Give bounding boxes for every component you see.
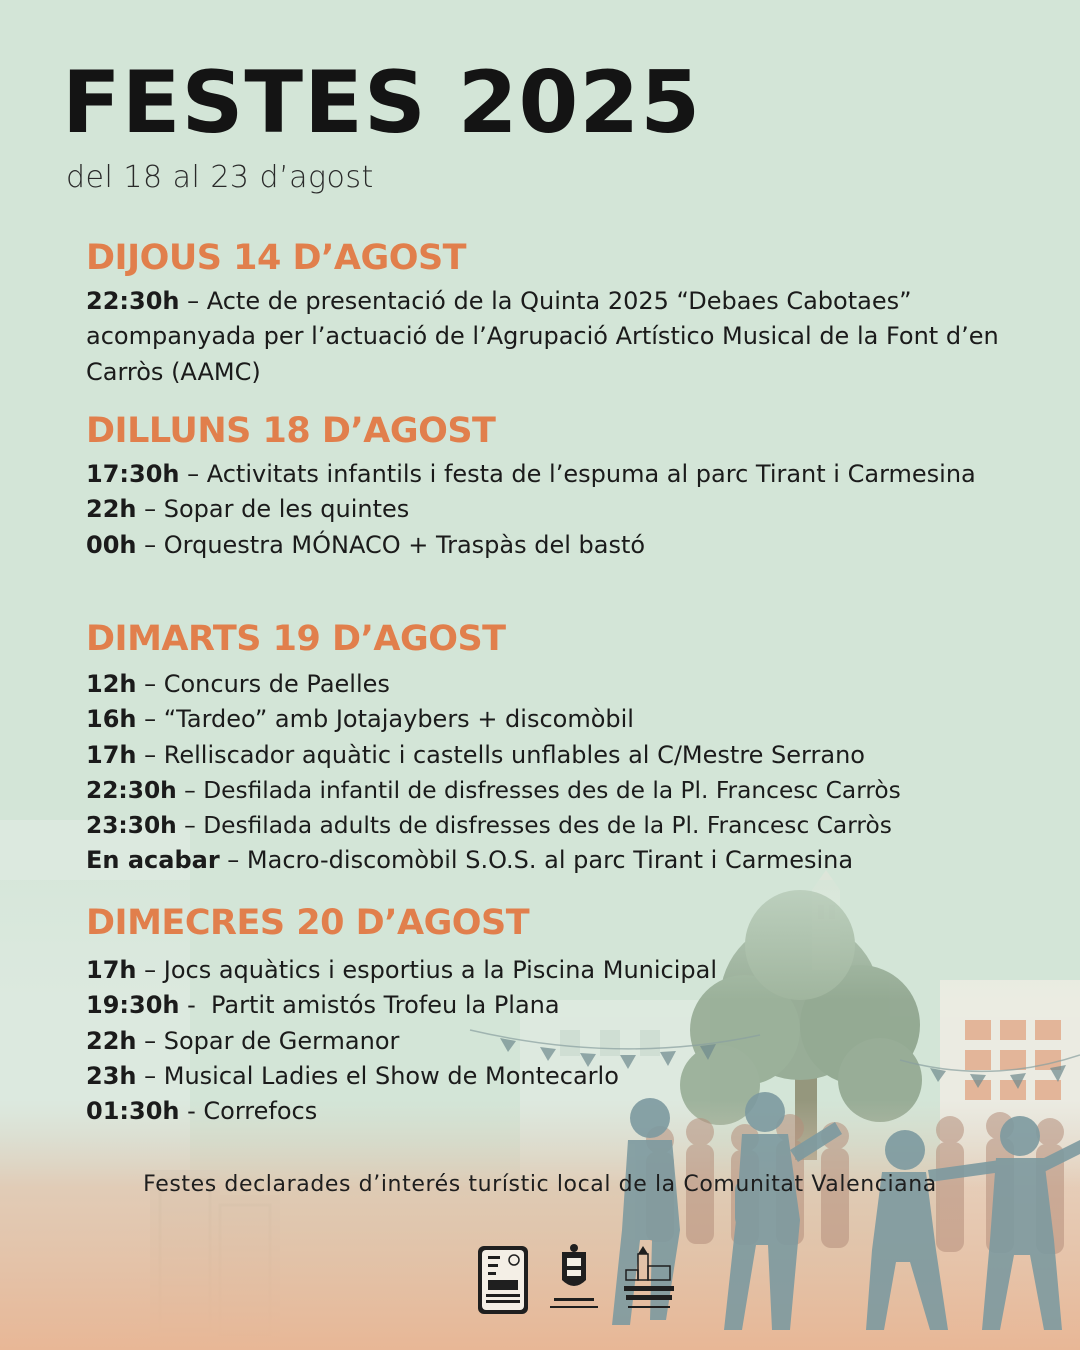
event-time: 17:30h (86, 460, 180, 488)
event-text: – Concurs de Paelles (136, 670, 390, 698)
event-item (86, 667, 1016, 702)
event-time: 17h (86, 740, 137, 769)
event-time: 17h (86, 956, 137, 984)
event-item (86, 738, 1016, 773)
day-heading: DIJOUS 14 D’AGOST (86, 238, 467, 278)
event-text: – Orquestra MÓNACO + Traspàs del bastó (136, 530, 646, 559)
footer-note: Festes declarades d’interés turístic local de la Comunitat Valenciana (143, 1172, 937, 1197)
event-text: – “Tardeo” amb Jotajaybers + discomòbil (136, 705, 634, 734)
event-text: – Desfilada infantil de disfresses des de la Pl. Francesc Carròs (176, 776, 901, 804)
ajuntament-logo (550, 1244, 598, 1308)
day-section-dijous (86, 236, 1016, 390)
event-text: – Jocs aquàtics i esportius a la Piscina Municipal (136, 956, 718, 984)
event-text: – Desfilada adults de disfresses des de la Pl. Francesc Carròs (176, 812, 892, 840)
event-text: - Partit amistós Trofeu la Plana (179, 991, 560, 1020)
event-item (86, 702, 1016, 737)
event-text: – Relliscador aquàtic i castells unflables al C/Mestre Serrano (136, 740, 865, 769)
event-item (86, 1059, 1016, 1094)
event-text: – Sopar de les quintes (136, 495, 410, 524)
event-time: 00h (86, 530, 137, 559)
event-item (86, 808, 1016, 843)
day-heading: DILLUNS 18 D’AGOST (86, 411, 496, 451)
event-text: – Macro-discomòbil S.O.S. al parc Tirant i Carmesina (219, 846, 854, 875)
day-section-dimecres (86, 901, 1016, 1129)
la-font-logo (624, 1246, 674, 1308)
poster-title: FESTES 2025 (62, 53, 702, 153)
event-time: 01:30h (86, 1097, 180, 1126)
event-text: - Correfocs (179, 1097, 318, 1126)
event-time: 22h (86, 1026, 137, 1055)
event-time: 23:30h (86, 812, 177, 840)
event-text: – Musical Ladies el Show de Montecarlo (136, 1061, 619, 1090)
date-range-subtitle: del 18 al 23 d’agost (66, 160, 374, 195)
event-text: – Activitats infantils i festa de l’espuma al parc Tirant i Carmesina (179, 460, 976, 488)
event-time: 22h (86, 495, 137, 524)
event-item (86, 953, 1016, 988)
day-heading: DIMARTS 19 D’AGOST (86, 619, 506, 659)
event-item (86, 988, 1016, 1023)
event-item (86, 773, 1016, 808)
event-item (86, 457, 1016, 492)
event-time: 22:30h (86, 776, 177, 804)
event-time: 12h (86, 670, 137, 698)
event-time: En acabar (86, 846, 220, 875)
sponsor-logos (470, 1240, 700, 1320)
day-section-dilluns (86, 409, 1016, 563)
event-item (86, 284, 1016, 390)
day-section-dimarts (86, 617, 1016, 879)
event-time: 16h (86, 705, 137, 734)
event-time: 23h (86, 1061, 137, 1090)
event-time: 19:30h (86, 991, 180, 1020)
event-item (86, 528, 1016, 563)
festa-committee-logo (478, 1246, 528, 1314)
event-item (86, 843, 1016, 878)
event-text: – Sopar de Germanor (136, 1026, 400, 1055)
event-text: – Acte de presentació de la Quinta 2025 “Debaes Cabotaes” acompanyada per l’actuació de l’Agrupació Artístico Musical de la Font d’en Carròs (AAMC) (86, 287, 999, 386)
event-item (86, 1094, 1016, 1129)
event-item (86, 492, 1016, 527)
day-heading: DIMECRES 20 D’AGOST (86, 903, 530, 943)
event-item (86, 1024, 1016, 1059)
event-time: 22:30h (86, 287, 180, 315)
